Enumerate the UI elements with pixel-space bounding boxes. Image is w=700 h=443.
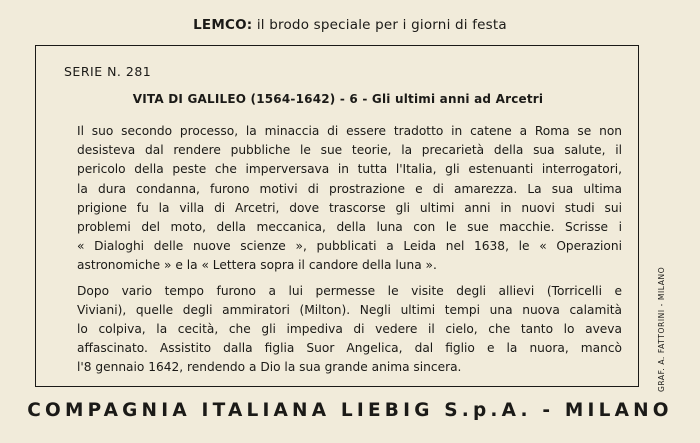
printer-credit: GRAF. A. FATTORINI - MILANO <box>657 266 666 392</box>
text-line: pericolo della peste che imperversava in tutta l'Italia, gli estenuanti interrogatori, <box>77 162 622 177</box>
text-line: Viviani), quelle degli ammiratori (Milton). Negli ultimi tempi una nuova calamità <box>77 302 622 317</box>
text-line: lo colpiva, la cecità, che gli impediva di vedere il cielo, che tanto lo aveva <box>77 321 622 336</box>
serie-number: SERIE N. 281 <box>64 64 152 79</box>
text-line: la dura condanna, furono motivi di prostrazione e di amarezza. La sua ultima <box>77 181 622 196</box>
text-line: Dopo vario tempo furono a lui permesse le visite degli allievi (Torricelli e <box>77 283 622 298</box>
text-line: prigione fu la villa di Arcetri, dove trascorse gli ultimi anni in nuovi studi sui <box>77 200 622 215</box>
card-title: VITA DI GALILEO (1564-1642) - 6 - Gli ultimi anni ad Arcetri <box>132 92 544 106</box>
header-tagline <box>0 17 700 33</box>
text-line: problemi del moto, della meccanica, della luna con le sue macchie. Scrisse i <box>77 219 622 234</box>
company-footer: COMPAGNIA ITALIANA LIEBIG S.p.A. - MILANO <box>27 400 673 421</box>
text-line: desisteva dal rendere pubbliche le sue teorie, la precarietà della sua salute, il <box>77 143 622 158</box>
text-line: « Dialoghi delle nuove scienze », pubblicati a Leida nel 1638, le « Operazioni <box>77 239 622 254</box>
card-frame <box>35 45 639 387</box>
text-line: astronomiche » e la « Lettera sopra il candore della luna ». <box>77 258 437 273</box>
tagline-text: il brodo speciale per i giorni di festa <box>256 17 507 33</box>
text-line: Il suo secondo processo, la minaccia di essere tradotto in catene a Roma se non <box>77 124 622 138</box>
brand-name: LEMCO: <box>193 17 253 33</box>
body-text <box>77 122 622 377</box>
text-line: affascinato. Assistito dalla figlia Suor Angelica, dal figlio e la nuora, mancò <box>77 341 622 356</box>
text-line: l'8 gennaio 1642, rendendo a Dio la sua grande anima sincera. <box>77 360 462 375</box>
